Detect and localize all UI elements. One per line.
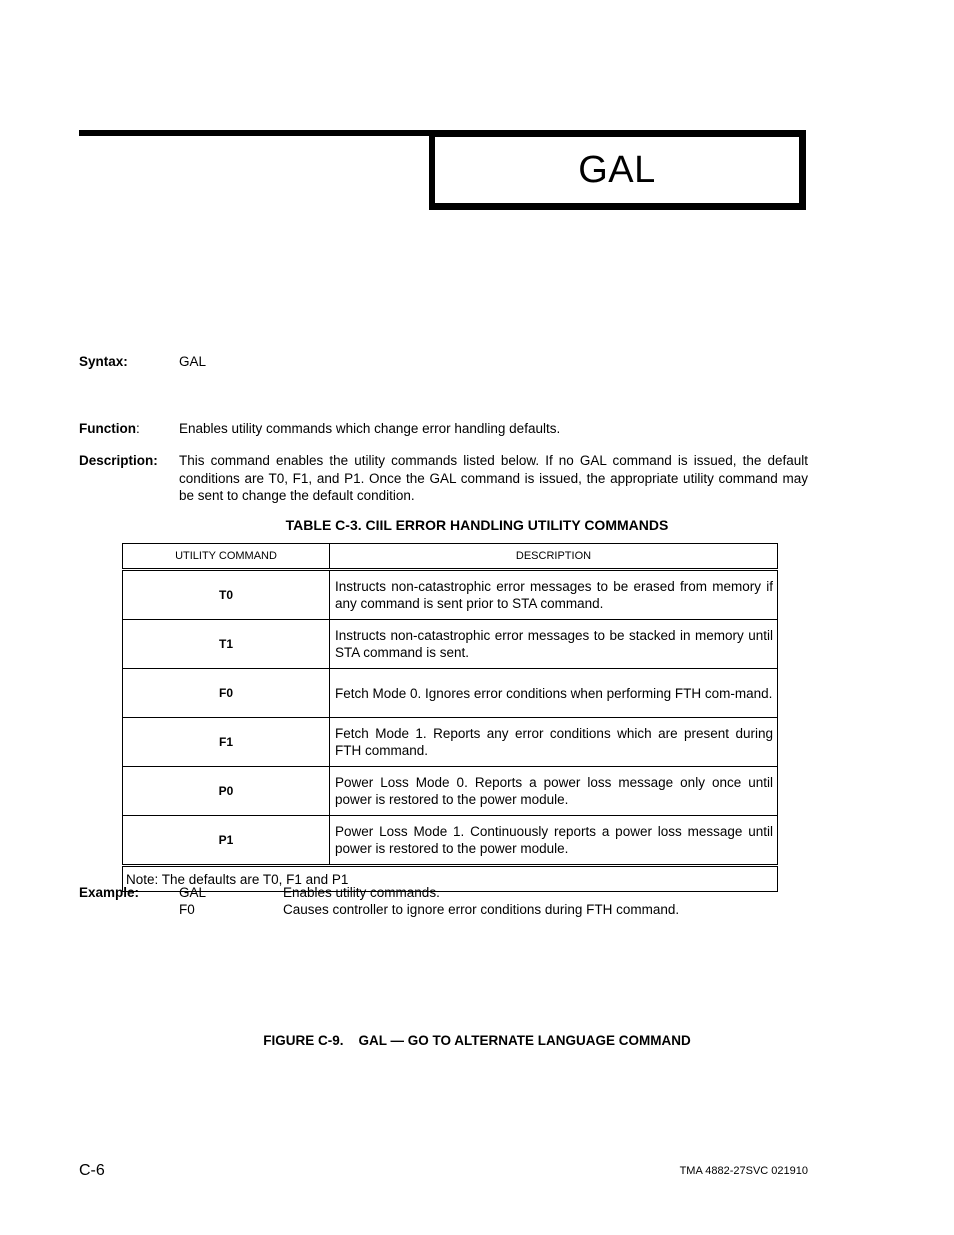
command-cell: F1 bbox=[123, 718, 330, 767]
function-value: Enables utility commands which change error handling defaults. bbox=[179, 421, 561, 436]
table-title: TABLE C-3. CIIL ERROR HANDLING UTILITY COMMANDS bbox=[285, 517, 669, 533]
utility-commands-table bbox=[122, 543, 778, 892]
table-row bbox=[123, 570, 778, 620]
table-row bbox=[123, 718, 778, 767]
function-colon: : bbox=[136, 421, 140, 436]
syntax-value: GAL bbox=[179, 354, 207, 369]
command-cell: T0 bbox=[123, 570, 330, 620]
table-row bbox=[123, 816, 778, 866]
page-number: C-6 bbox=[79, 1162, 105, 1179]
command-cell: T1 bbox=[123, 620, 330, 669]
figure-caption: FIGURE C-9. GAL — GO TO ALTERNATE LANGUAGE COMMAND bbox=[263, 1033, 691, 1048]
header-utility-command: UTILITY COMMAND bbox=[123, 544, 330, 570]
document-id: TMA 4882-27SVC 021910 bbox=[679, 1165, 808, 1177]
function-label-wrap bbox=[79, 421, 140, 436]
example-text: Enables utility commands. bbox=[283, 885, 440, 900]
example-code: F0 bbox=[179, 902, 195, 917]
command-cell: P1 bbox=[123, 816, 330, 866]
description-cell: Power Loss Mode 1. Continuously reports a power loss message until power is restored to the power module. bbox=[330, 816, 778, 866]
description-cell: Power Loss Mode 0. Reports a power loss message only once until power is restored to the power module. bbox=[330, 767, 778, 816]
command-cell: F0 bbox=[123, 669, 330, 718]
description-label: Description: bbox=[79, 453, 158, 468]
table-row bbox=[123, 669, 778, 718]
page-title: GAL bbox=[434, 136, 800, 204]
example-label: Example: bbox=[79, 885, 140, 900]
table-row bbox=[123, 620, 778, 669]
description-cell: Instructs non-catastrophic error messages to be erased from memory if any command is sent prior to STA command. bbox=[330, 570, 778, 620]
table-row bbox=[123, 767, 778, 816]
description-cell: Fetch Mode 0. Ignores error conditions when performing FTH com-mand. bbox=[330, 669, 778, 718]
example-text: Causes controller to ignore error conditions during FTH command. bbox=[283, 902, 680, 917]
title-box bbox=[429, 130, 806, 210]
table-note: Note: The defaults are T0, F1 and P1 bbox=[123, 866, 778, 892]
table-note-row bbox=[123, 866, 778, 892]
function-label: Function bbox=[79, 421, 136, 436]
command-cell: P0 bbox=[123, 767, 330, 816]
header-description: DESCRIPTION bbox=[330, 544, 778, 570]
example-code: GAL bbox=[179, 885, 207, 900]
description-value: This command enables the utility commands listed below. If no GAL command is issued, the default conditions are T0, F1, and P1. Once the GAL command is issued, the appropriate utility command may be sent to change the default condition. bbox=[179, 453, 808, 503]
description-cell: Fetch Mode 1. Reports any error conditions which are present during FTH command. bbox=[330, 718, 778, 767]
description-cell: Instructs non-catastrophic error messages to be stacked in memory until STA command is sent. bbox=[330, 620, 778, 669]
syntax-label: Syntax: bbox=[79, 354, 128, 369]
table-header-row bbox=[123, 544, 778, 570]
